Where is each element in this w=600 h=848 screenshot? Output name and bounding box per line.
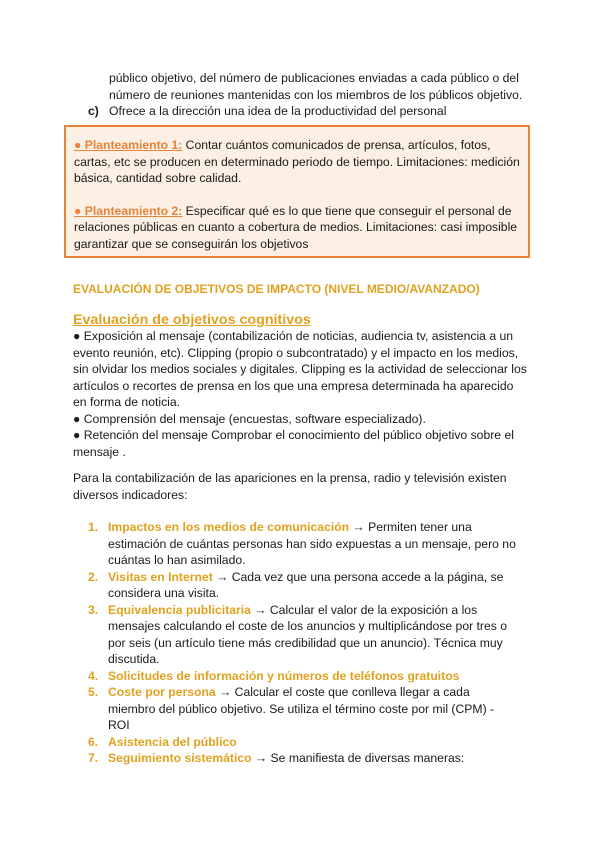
planteamiento-2-text: Especificar qué es lo que tiene que conseguir el personal de relaciones públicas en cuanto a cobertura de medios. Limitaciones: casi imposible garantizar que se conseguirán los objetivos: [74, 203, 518, 251]
list-item: ● Comprensión del mensaje (encuestas, software especializado).: [73, 411, 426, 426]
indicator-text: → Se manifiesta de diversas maneras:: [251, 751, 465, 765]
list-item: ● Exposición al mensaje (contabilización de noticias, audiencia tv, asistencia a un evento reunión, etc). Clipping (propio o subcontratado) y el impacto en los medios, sin olvidar los medios sociales y digitales. Clipping es la actividad de seleccionar los artículos o recortes de prensa en los que una empresa determinada ha aparecido en forma de noticia.: [73, 329, 527, 409]
continuation-paragraph: público objetivo, del número de publicaciones enviadas a cada público o del número de reuniones mantenidas con los miembros de los públicos objetivo.: [109, 71, 523, 102]
indicator-text: → Calcular el valor de la exposición a los mensajes calculando el coste de los anuncios y multiplicándose por tres o por seis (un artículo tiene más credibilidad que un anuncio). Técnica muy discutida.: [108, 602, 508, 666]
list-item-c: [88, 103, 528, 119]
indicator-text: → Calcular el coste que conlleva llegar a cada miembro del público objetivo. Se utiliza el término coste por mil (CPM) - ROI: [108, 685, 495, 732]
list-number: 1.: [88, 520, 99, 534]
list-item: [88, 684, 518, 734]
list-item: [88, 734, 518, 751]
intro-paragraph: Para la contabilización de las apariciones en la prensa, radio y televisión existen diversos indicadores:: [73, 471, 507, 502]
planteamiento-2: [74, 203, 520, 253]
list-number: 5.: [88, 685, 99, 699]
list-item: ● Retención del mensaje Comprobar el conocimiento del público objetivo sobre el mensaje .: [73, 428, 514, 459]
indicators-list: [88, 519, 518, 767]
indicator-text: → Permiten tener una estimación de cuántas personas han sido expuestas a un mensaje, pero no cuántas lo han asimilado.: [108, 520, 516, 567]
bullet-icon: ●: [74, 203, 82, 218]
list-item-text: Ofrece a la dirección una idea de la productividad del personal: [109, 104, 447, 118]
indicator-term: Impactos en los medios de comunicación: [108, 520, 350, 534]
indicator-term: Visitas en Internet: [108, 569, 213, 584]
list-item: [88, 519, 518, 569]
indicator-term: Solicitudes de información y números de teléfonos gratuitos: [108, 668, 460, 683]
planteamiento-1-text: Contar cuántos comunicados de prensa, artículos, fotos, cartas, etc se producen en determinado periodo de tiempo. Limitaciones: medición básica, cantidad sobre calidad.: [74, 138, 520, 185]
list-number: 7.: [88, 751, 99, 765]
list-number: 2.: [88, 569, 99, 584]
planteamiento-1-title: Planteamiento 1:: [84, 138, 183, 152]
indicator-term: Asistencia del público: [108, 734, 237, 749]
list-number: 6.: [88, 734, 99, 749]
cognitive-bullets: [73, 328, 529, 460]
planteamiento-2-title: Planteamiento 2:: [84, 203, 183, 218]
list-number: 3.: [88, 602, 99, 617]
list-item: [88, 602, 518, 668]
indicator-text: → Cada vez que una persona accede a la página, se considera una visita.: [108, 569, 504, 600]
bullet-icon: ●: [74, 138, 82, 152]
list-item: [88, 750, 518, 767]
section-title: EVALUACIÓN DE OBJETIVOS DE IMPACTO (NIVEL MEDIO/AVANZADO): [73, 282, 480, 296]
list-item: [88, 569, 518, 602]
list-number: 4.: [88, 668, 99, 683]
list-item-label: c): [88, 104, 99, 118]
subsection-title: Evaluación de objetivos cognitivos: [73, 312, 311, 328]
highlight-box: [64, 125, 530, 258]
indicator-term: Coste por persona: [108, 685, 216, 699]
indicator-term: Equivalencia publicitaria: [108, 602, 251, 617]
planteamiento-1: [74, 137, 520, 187]
indicator-term: Seguimiento sistemático: [108, 751, 252, 765]
list-item: [88, 668, 518, 685]
